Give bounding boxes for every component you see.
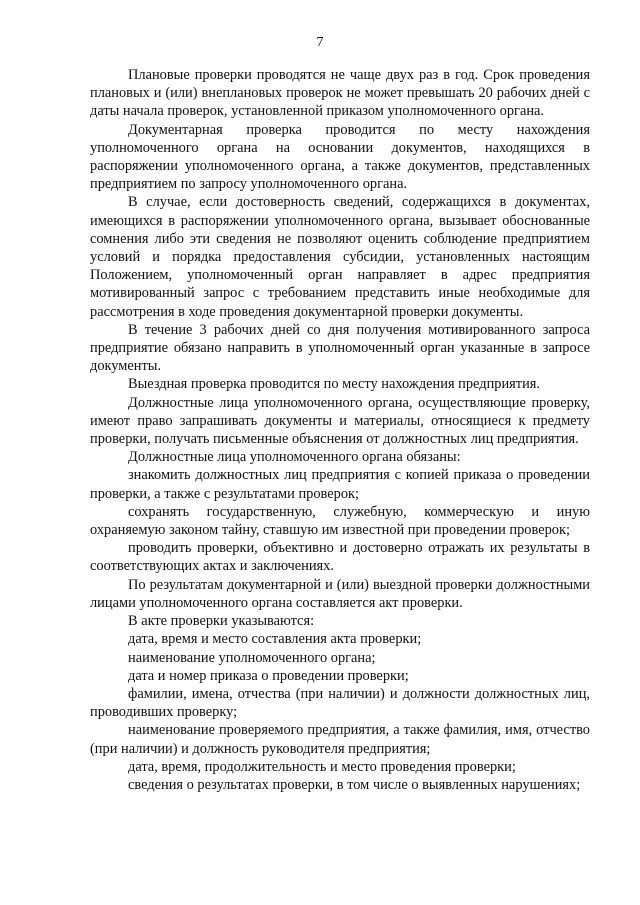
- list-item-act-order-number: дата и номер приказа о проведении проверки;: [128, 667, 409, 684]
- list-item-duty-acquaint: знакомить должностных лиц предприятия с копией приказа о проведении проверки, а также с результатами проверок;: [90, 467, 590, 502]
- paragraph-response-deadline: В течение 3 рабочих дней со дня получения мотивированного запроса предприятие обязано направить в уполномоченный орган указанные в запросе документы.: [90, 321, 590, 375]
- list-item-act-authority-name: наименование уполномоченного органа;: [128, 649, 376, 666]
- paragraph-act-contents: В акте проверки указываются:: [128, 613, 315, 630]
- paragraph-scheduled-inspections: Плановые проверки проводятся не чаще двух раз в год. Срок проведения плановых и (или) внеплановых проверок не может превышать 20 рабочих дней с даты начала проверок, установленной приказом уполномоченного органа.: [90, 67, 590, 120]
- paragraph-officials-duties: Должностные лица уполномоченного органа обязаны:: [128, 449, 461, 466]
- list-item-act-duration: дата, время, продолжительность и место проведения проверки;: [128, 758, 516, 775]
- paragraph-reliability-doubts: В случае, если достоверность сведений, содержащихся в документах, имеющихся в распоряжении уполномоченного органа, вызывает обоснованные сомнения либо эти сведения не позволяют оценить соблюдение предприятием условий и порядка предоставления субсидии, установленных настоящим Положением, уполномоченный орган направляет в адрес предприятия мотивированный запрос с требованием представить иные необходимые для рассмотрения в ходе проведения документарной проверки документы.: [90, 194, 590, 320]
- paragraph-officials-rights: Должностные лица уполномоченного органа, осуществляющие проверку, имеют право запрашивать документы и материалы, относящиеся к предмету проверки, получать письменные объяснения от должностных лиц предприятия.: [90, 394, 590, 448]
- document-body: [90, 66, 590, 794]
- list-item-act-enterprise: наименование проверяемого предприятия, а также фамилия, имя, отчество (при наличии) и должность руководителя предприятия;: [90, 722, 590, 757]
- list-item-duty-objectivity: проводить проверки, объективно и достоверно отражать их результаты в соответствующих актах и заключениях.: [90, 540, 590, 575]
- list-item-act-date-place: дата, время и место составления акта проверки;: [128, 631, 422, 648]
- paragraph-inspection-act: По результатам документарной и (или) выездной проверки должностными лицами уполномоченного органа составляется акт проверки.: [90, 576, 590, 611]
- list-item-act-results: сведения о результатах проверки, в том числе о выявленных нарушениях;: [128, 776, 581, 793]
- list-item-act-inspectors: фамилии, имена, отчества (при наличии) и должности должностных лиц, проводивших проверку;: [90, 685, 590, 721]
- list-item-duty-secrecy: сохранять государственную, служебную, коммерческую и иную охраняемую законом тайну, ставшую им известной при проведении проверок;: [90, 503, 590, 539]
- paragraph-documentary-inspection: Документарная проверка проводится по месту нахождения уполномоченного органа на основании документов, находящихся в распоряжении уполномоченного органа, а также документов, представленных предприятием по запросу уполномоченного органа.: [90, 121, 590, 193]
- page-number: 7: [316, 35, 324, 50]
- paragraph-field-inspection: Выездная проверка проводится по месту нахождения предприятия.: [128, 376, 540, 393]
